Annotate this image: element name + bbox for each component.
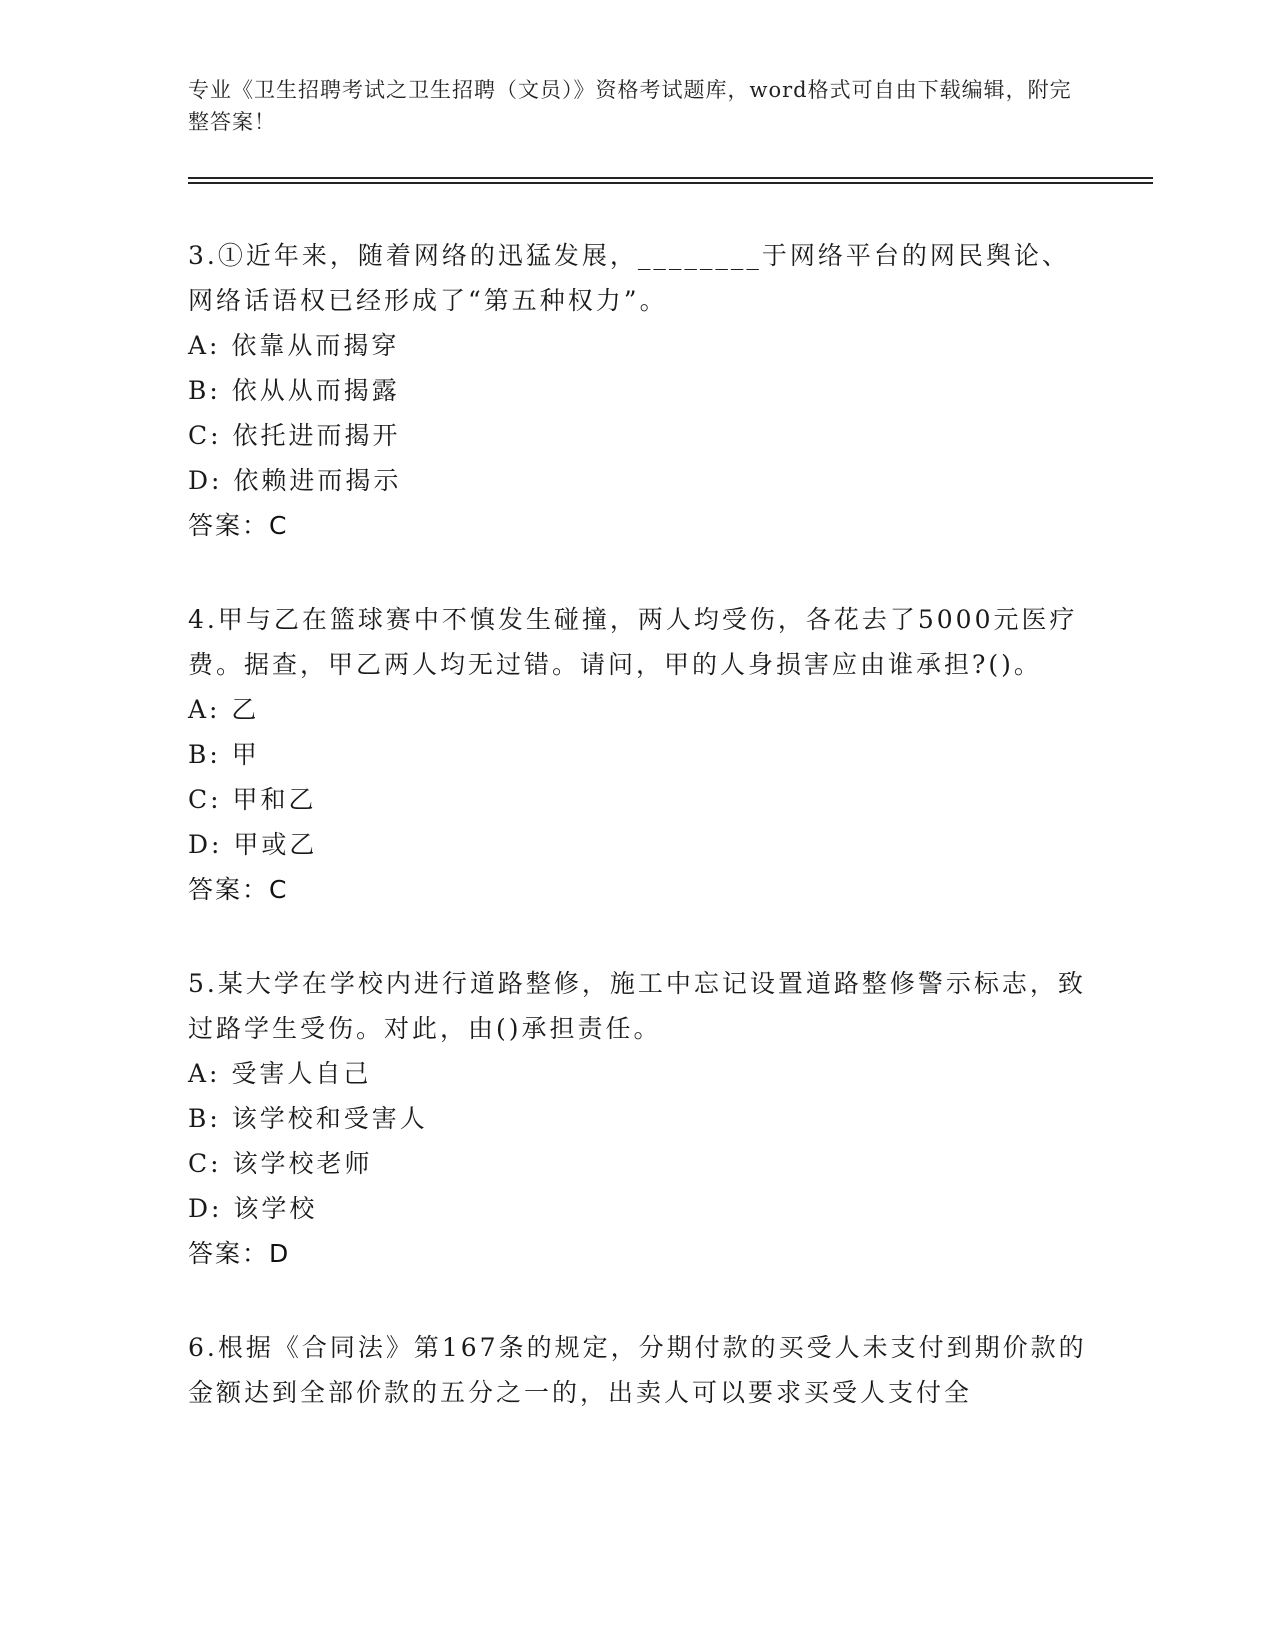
option-a: A: 乙 [188,695,260,724]
question-stem: 4.甲与乙在篮球赛中不慎发生碰撞，两人均受伤，各花去了5000元医疗费。据查，甲乙两人均无过错。请问，甲的人身损害应由谁承担?()。 [188,605,1078,679]
option-b: B: 甲 [188,740,260,769]
question-item [188,961,1088,1276]
answer-line: 答案：C [188,511,289,540]
header-divider [188,177,1153,184]
option-d: D: 该学校 [188,1194,318,1223]
option-c: C: 甲和乙 [188,785,317,814]
question-item [188,597,1088,912]
question-stem: 3.①近年来，随着网络的迅猛发展，________于网络平台的网民舆论、网络话语权已经形成了“第五种权力”。 [188,241,1070,315]
option-c: C: 该学校老师 [188,1149,373,1178]
option-b: B: 依从从而揭露 [188,376,400,405]
question-stem: 6.根据《合同法》第167条的规定，分期付款的买受人未支付到期价款的金额达到全部价款的五分之一的，出卖人可以要求买受人支付全 [188,1333,1087,1407]
option-d: D: 依赖进而揭示 [188,466,402,495]
question-list [188,233,1088,1464]
option-b: B: 该学校和受害人 [188,1104,428,1133]
option-c: C: 依托进而揭开 [188,421,401,450]
option-a: A: 依靠从而揭穿 [188,331,400,360]
answer-line: 答案：C [188,875,289,904]
question-stem: 5.某大学在学校内进行道路整修，施工中忘记设置道路整修警示标志，致过路学生受伤。对此，由()承担责任。 [188,969,1086,1043]
question-item [188,233,1088,548]
document-header: 专业《卫生招聘考试之卫生招聘（文员）》资格考试题库，word格式可自由下载编辑，附完整答案！ [188,78,1072,134]
question-item [188,1325,1088,1415]
option-d: D: 甲或乙 [188,830,318,859]
answer-line: 答案：D [188,1239,291,1268]
option-a: A: 受害人自己 [188,1059,372,1088]
